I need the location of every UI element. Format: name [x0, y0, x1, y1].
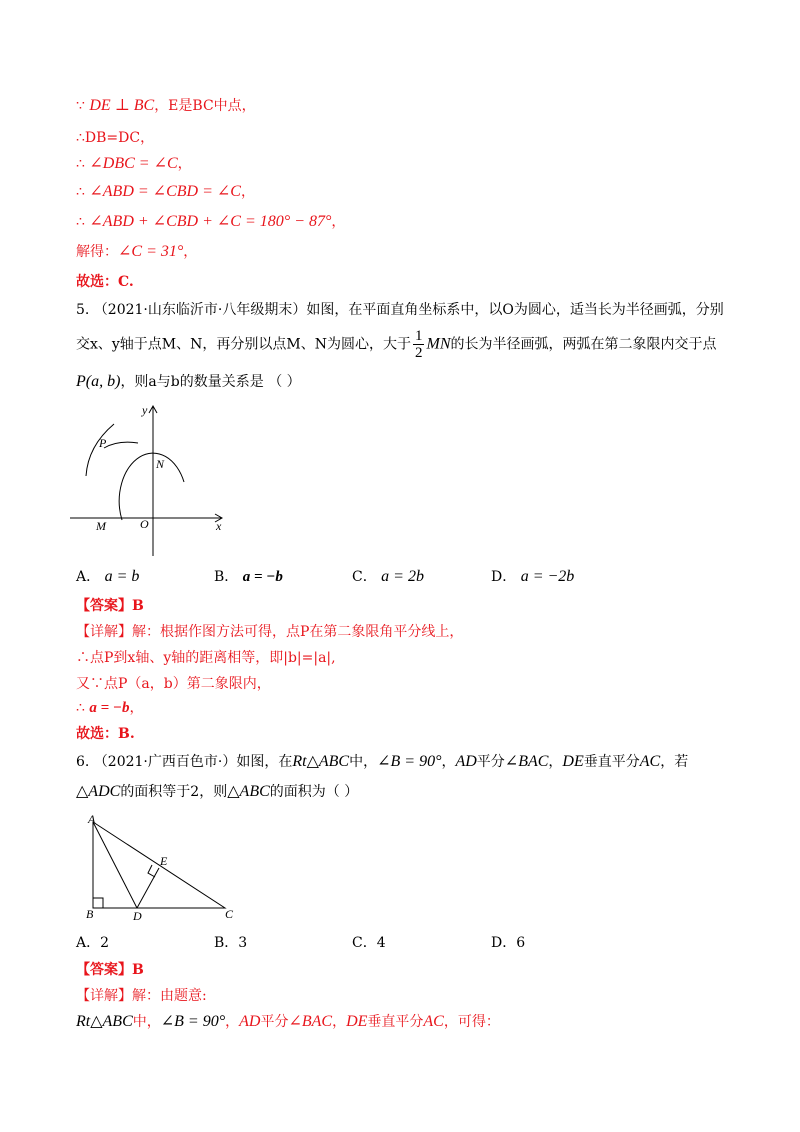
label-m: M — [96, 519, 106, 533]
text: 解得： — [76, 244, 118, 260]
option-label: A． — [76, 935, 101, 951]
math-expr: ∠BAC — [504, 753, 549, 770]
text: 垂直平分 — [583, 754, 640, 770]
text: ， — [129, 700, 144, 716]
q6-option-b[interactable] — [214, 932, 247, 952]
text: 中， — [349, 754, 378, 770]
option-label: B． — [214, 935, 239, 951]
q6-option-c[interactable] — [352, 932, 386, 952]
arc-center-o — [119, 453, 184, 520]
because-symbol: ∵ — [76, 98, 90, 114]
q6-stem-line-1 — [76, 752, 688, 772]
option-label: C． — [352, 935, 377, 951]
label-c: C — [225, 907, 234, 921]
text: 故选：C. — [76, 274, 134, 290]
math-expr: a = −b — [89, 700, 130, 716]
math-expr: ∠BAC — [288, 1013, 333, 1030]
text: 平分 — [260, 1014, 289, 1030]
arc-from-m — [86, 424, 114, 476]
label-a: A — [88, 812, 96, 826]
therefore-symbol: ∴ — [76, 700, 90, 716]
q5-detail-4 — [76, 698, 144, 718]
text: ∴DB=DC， — [76, 130, 155, 146]
text: 的面积等于2，则 — [120, 784, 228, 800]
math-expr: Rt△ABC — [76, 1013, 133, 1030]
q5-detail-2 — [76, 648, 336, 668]
option-label: C． — [352, 569, 377, 585]
math-expr: MN — [426, 335, 451, 353]
math-expr: DE ⊥ BC — [89, 97, 155, 114]
text: 的长为半径画弧，两弧在第二象限内交于点 — [450, 336, 717, 353]
fraction-numerator: 1 — [414, 328, 423, 344]
option-label: B． — [214, 569, 239, 585]
text: ，若 — [660, 754, 689, 770]
text: 垂直平分 — [367, 1014, 424, 1030]
math-expr: AD — [455, 753, 477, 770]
text: 【答案】B — [76, 962, 144, 978]
math-expr: Rt△ABC — [292, 753, 350, 770]
q5-stem-line-3 — [76, 372, 301, 392]
math-expr: ∠B = 90° — [377, 753, 442, 770]
q5-option-d[interactable] — [491, 566, 574, 586]
text: 又∵点P（a，b）第二象限内， — [76, 676, 271, 692]
option-math: a = b — [104, 568, 140, 585]
solution-line-4 — [76, 182, 255, 202]
label-y: y — [142, 403, 148, 417]
math-expr: AC — [423, 1013, 444, 1030]
fraction-half — [413, 328, 425, 361]
math-expr: ∠B = 90° — [160, 1013, 226, 1030]
solution-choice — [76, 272, 134, 292]
text: ∴点P到x轴、y轴的距离相等，即|b|=|a|, — [76, 650, 336, 666]
q5-stem-line-1 — [76, 300, 724, 320]
q5-option-b[interactable] — [214, 566, 283, 586]
text: 6. （2021·广西百色市·）如图，在 — [76, 754, 293, 770]
q5-detail-1 — [76, 622, 463, 642]
math-expr: ∠C = 31° — [118, 243, 184, 260]
text: 平分 — [476, 754, 505, 770]
q5-option-a[interactable] — [76, 566, 139, 586]
q5-detail-3 — [76, 674, 271, 694]
option-value: 4 — [376, 935, 386, 951]
math-expr: AC — [639, 753, 661, 770]
q6-option-a[interactable] — [76, 932, 109, 952]
math-expr: P(a, b) — [76, 373, 121, 390]
text: ， — [240, 184, 255, 200]
text: ， — [441, 754, 456, 770]
option-value: 6 — [516, 935, 526, 951]
text: 【详解】解：由题意: — [76, 988, 207, 1004]
label-d: D — [133, 909, 142, 922]
therefore-symbol: ∴ — [76, 184, 90, 200]
text: ，E是BC中点， — [154, 98, 256, 114]
q5-stem-line-2 — [76, 328, 716, 361]
segment-ad — [93, 822, 137, 908]
option-math: a = −2b — [520, 568, 575, 585]
text: ， — [225, 1014, 240, 1030]
solution-line-2 — [76, 128, 154, 148]
q6-option-d[interactable] — [491, 932, 525, 952]
math-expr: △ADC — [76, 783, 121, 800]
triangle-abc — [93, 822, 225, 908]
right-angle-mark-b — [93, 898, 103, 908]
label-e: E — [160, 854, 168, 868]
math-expr: ∠ABD = ∠CBD = ∠C — [89, 183, 241, 200]
math-expr: AD — [239, 1013, 261, 1030]
text: ，可得： — [443, 1014, 500, 1030]
solution-line-3 — [76, 154, 192, 174]
option-math: a = 2b — [381, 568, 424, 585]
therefore-symbol: ∴ — [76, 156, 90, 172]
text: 故选：B. — [76, 726, 135, 742]
therefore-symbol: ∴ — [76, 214, 90, 230]
label-o: O — [140, 517, 149, 531]
right-angle-mark-e — [148, 865, 155, 877]
q5-option-c[interactable] — [352, 566, 424, 586]
text: 交x、y轴于点M、N，再分别以点M、N为圆心，大于 — [76, 336, 411, 353]
label-x: x — [216, 519, 222, 533]
option-value: 2 — [100, 935, 110, 951]
q6-answer — [76, 960, 144, 980]
text: ， — [177, 156, 192, 172]
text: 的面积为（ ） — [269, 784, 359, 800]
segment-de — [137, 868, 159, 908]
math-expr: DE — [346, 1013, 368, 1030]
math-expr: ∠ABD + ∠CBD + ∠C = 180° − 87° — [89, 213, 332, 230]
q6-stem-line-2 — [76, 782, 358, 802]
q6-detail-2 — [76, 1012, 500, 1032]
math-expr: DE — [562, 753, 584, 770]
text: 【详解】解：根据作图方法可得，点P在第二象限角平分线上， — [76, 624, 464, 640]
solution-line-5 — [76, 212, 345, 232]
label-p: P — [99, 436, 107, 450]
option-label: D． — [491, 569, 517, 585]
text: ， — [183, 244, 198, 260]
q6-figure-right-triangle — [82, 812, 242, 922]
solution-line-1 — [76, 96, 256, 116]
solution-line-6 — [76, 242, 197, 262]
option-label: A． — [76, 569, 101, 585]
option-math: a = −b — [242, 569, 283, 585]
text: 中， — [132, 1014, 161, 1030]
arc-from-n — [104, 442, 138, 448]
math-expr: △ABC — [227, 783, 270, 800]
text: ， — [548, 754, 563, 770]
option-label: D． — [491, 935, 517, 951]
text: 【答案】B — [76, 598, 144, 614]
q5-answer — [76, 596, 144, 616]
q6-detail-1 — [76, 986, 207, 1006]
label-b: B — [86, 907, 94, 921]
q5-figure-coordinate-construction — [66, 396, 236, 560]
math-expr: ∠DBC = ∠C — [89, 155, 178, 172]
text: 5. （2021·山东临沂市·八年级期末）如图，在平面直角坐标系中，以O为圆心，适当长为半径画弧，分别 — [76, 302, 724, 318]
text: ， — [331, 214, 346, 230]
q5-detail-5 — [76, 724, 135, 744]
text: ，则a与b的数量关系是 （ ） — [120, 374, 301, 390]
option-value: 3 — [238, 935, 248, 951]
text: ， — [332, 1014, 347, 1030]
label-n: N — [156, 457, 165, 471]
fraction-denominator: 2 — [414, 345, 423, 361]
